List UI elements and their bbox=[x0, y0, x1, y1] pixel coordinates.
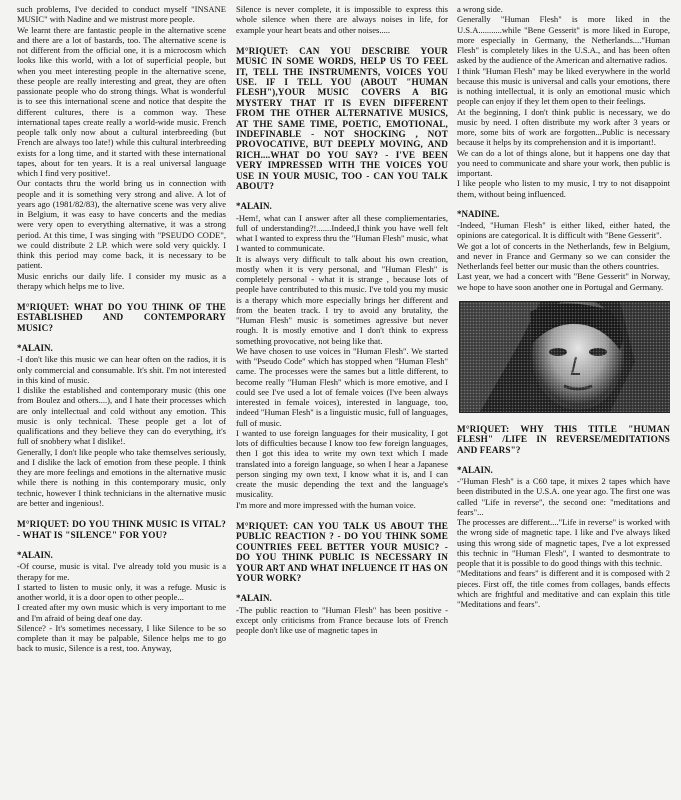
paragraph: I like people who listen to my music, I try to not disappoint them, without being influenced. bbox=[457, 178, 670, 199]
paragraph: Last year, we had a concert with "Bene Gesserit" in Norway, we hope to have soon another one in Portugal and Germany. bbox=[457, 271, 670, 292]
paragraph: -Of course, music is vital. I've already told you music is a therapy for me. bbox=[17, 561, 226, 582]
interview-question: M°RIQUET: DO YOU THINK MUSIC IS VITAL? - WHAT IS "SILENCE" FOR YOU? bbox=[17, 519, 226, 540]
paragraph: I wanted to use foreign languages for their musicality, I got lots of difficulties because I know too few foreign languages, then I got this idea to write my own text which I made translated into a foreign language, so when I hear a Japanese person singing my own text, I know what it is, and I can create the music depending the text and the language's musicality. bbox=[236, 427, 448, 500]
column-left bbox=[17, 4, 226, 800]
paragraph: At the beginning, I don't think public is necessary, we do music by need. I often distribute my work after 3 years or more, some bits of work are forgotten...Public is necessary because it helps by its comprehension and it is important!. bbox=[457, 106, 670, 148]
portrait-photo bbox=[459, 301, 670, 413]
column-right bbox=[457, 4, 670, 800]
column-middle bbox=[236, 4, 448, 800]
paragraph: It is always very difficult to talk about his own creation, mostly when it is very personal, and "Human Flesh" is completely personal - what it is strange , because lots of people have contributed to this music. I've told you my music is a therapy which more especially brings her different and from the beaten track. I try to avoid any brutality, the "Human Flesh" music is sometimes agressive but never rough. It is mostly emotive and I don't think to express something provocative, not being like that. bbox=[236, 253, 448, 346]
speaker-name: *NADINE. bbox=[457, 208, 500, 219]
paragraph: I dislike the established and contemporary music (this one from Boulez and others....), and I hate their processes which are only intellectual and cold without any emotion. This music is only technical. These people get a lot of qualifications and they believe they can do everything, it's full of snobbery what I dislike!. bbox=[17, 385, 226, 447]
speaker-name: *ALAIN. bbox=[457, 464, 493, 475]
paragraph: such problems, I've decided to conduct myself "INSANE MUSIC" with Nadine and we mistrust more people. bbox=[17, 4, 226, 25]
paragraph: -The public reaction to "Human Flesh" has been positive - except only criticisms from France because lots of French people don't like use of magnetic tapes in bbox=[236, 604, 448, 636]
paragraph: I created after my own music which is very important to me and I'm afraid of being deaf one day. bbox=[17, 602, 226, 623]
interview-question: M°RIQUET: WHY THIS TITLE "HUMAN FLESH" /LIFE IN REVERSE/MEDITATIONS AND FEARS"? bbox=[457, 423, 670, 455]
paragraph: I started to listen to music only, it was a refuge. Music is another world, it is a door open to other people... bbox=[17, 581, 226, 603]
paragraph: -Indeed, "Human Flesh" is either liked, either hated, the opinions are categorical. It is difficult with "Bene Gesserit". bbox=[457, 220, 670, 241]
paragraph: Silence? - It's sometimes necessary, I like Silence to be so complete than it may be palpable, Silence helps me to go back to music, Silence is a rest, too. Anyway, bbox=[17, 622, 226, 654]
paragraph: -"Human Flesh" is a C60 tape, it mixes 2 tapes which have been distributed in the U.S.A. one year ago. The first one was called "Life in reverse", the second one: "meditations and fears"... bbox=[457, 476, 670, 517]
paragraph: a wrong side. bbox=[457, 4, 503, 14]
paragraph: I think "Human Flesh" may be liked everywhere in the world because this music is universal and calls your emotions, there is nothing intellectual, it is only an emotional music which people can enjoy if they let them open to their feelings. bbox=[457, 65, 670, 107]
paragraph: Silence is never complete, it is impossible to express this whole silence when there are always noises in life, for example your heart beats and other noises..... bbox=[236, 4, 448, 35]
paragraph: The processes are different...."Life in reverse" is worked with the wrong side of magnetic tape. I like and I've always liked using this wrong side of magnetic tapes, I've a lot expressed this technic in "Human Flesh", I wanted to desmontrate to people that it is possible to do good things with this technic. bbox=[457, 517, 670, 569]
paragraph: Our contacts thru the world bring us in connection with people and it is something very strong and alive. A lot of years ago (1981/82/83), the alternative scene was very alive in Belgium, it was easy to have concerts and the medias were very open to everything alternative, it was a strong period. At this time, I was singing with "PSEUDO CODE", we could distribute 2 LP. which were sold very quickly. I think this period may come back, it is necessary to be patient. bbox=[17, 178, 226, 271]
paragraph: -I don't like this music we can hear often on the radios, it is only commercial and consumable. It's shit. I'm not interested in this kind of music. bbox=[17, 354, 226, 385]
paragraph: "Meditations and fears" is different and it is composed with 2 pieces. First off, the title comes from collages, bands effects which are frightful and meditative and can explain this title "Meditations and fears". bbox=[457, 568, 670, 610]
paragraph: Generally "Human Flesh" is more liked in the U.S.A...........while "Bene Gesserit" is more liked in Europe, more especially in Germany, the Netherlands...."Human Flesh" is completely likes in the U.S.A., and has been often asked by the audience of the American and alternative radios. bbox=[457, 14, 670, 66]
paragraph: Generally, I don't like people who take themselves seriously, and I dislike the lack of emotion from these people. I think they are more feelings and emotions in the alternative music while there is nothing in this contemporary music, only technic, however I think technicians in the alternative music are better and ingenious!. bbox=[17, 446, 226, 508]
speaker-name: *ALAIN. bbox=[236, 201, 272, 212]
paragraph: We got a lot of concerts in the Netherlands, few in Belgium, and never in France and Germany so we can consider the Netherlands feel better our music than the others countries. bbox=[457, 240, 670, 271]
paragraph: -Hem!, what can I answer after all these compliementaries, full of understanding?!.......Indeed,I think you have well felt what I wanted to express thru the "Human Flesh" music, what I wanted to communicate. bbox=[236, 212, 448, 254]
interview-question: M°RIQUET: CAN YOU DESCRIBE YOUR MUSIC IN SOME WORDS, HELP US TO FEEL IT, TELL THE INSTRUMENTS, VOICES YOU USE. IF I TELL YOU (ABOUT "HUMAN FLESH"),YOUR MUSIC COVERS A BIG MYSTERY THAT IT IS EVEN DIFFERENT FROM THE OTHER ALTERNATIVE MUSICS, AT THE SAME TIME, POETIC, EMOTIONAL, INDEFINABLE - NOT SHOCKING , NOT PROVOCATIVE, BUT DEEPLY MOVING, AND RICH....WHAT DO YOU SAY? - I'VE BEEN VERY IMPRESSED WITH THE VOICES YOU USE IN YOUR MUSIC, TOO - CAN YOU TALK ABOUT? bbox=[236, 45, 448, 192]
paragraph: We have chosen to use voices in "Human Flesh". We started with "Pseudo Code" which has stopped when "Human Flesh" came. The processes were the sames but a little different, to become really "Human Flesh" which is more emotive, and I could see I've used a lot of female voices (I've been always interested in female voices), interested in language, too, indeed "Human Flesh" is a linguistic music, full of languages, full of music. bbox=[236, 345, 448, 428]
interview-question: M°RIQUET: WHAT DO YOU THINK OF THE ESTABLISHED AND CONTEMPORARY MUSIC? bbox=[17, 302, 226, 333]
speaker-name: *ALAIN. bbox=[17, 550, 53, 561]
speaker-name: *ALAIN. bbox=[17, 343, 53, 354]
interview-question: M°RIQUET: CAN YOU TALK US ABOUT THE PUBLIC REACTION ? - DO YOU THINK SOME COUNTRIES FEEL BETTER YOUR MUSIC? - DO YOU THINK PUBLIC IS NECESSARY IN YOUR ART AND WHAT INFLUENCE IT HAS ON YOUR WORK? bbox=[236, 520, 448, 583]
paragraph: Music enrichs our daily life. I consider my music as a therapy which helps me to live. bbox=[17, 270, 226, 291]
paragraph: We learnt there are fantastic people in the alternative scene and there are a lot of bastards, too. The alternative scene is not different from the official one, it is a microcosm which looks like this world, with a lot of superficial people, but when you meet interesting people in the alternative scene, these people are really interesting and great, they are often passionate people who do strong things. What is wonderful is to see this international scene and notice that despite the different cultures, there is a common way. These international tapes create really a world-wide music. French people talk only now about a cultural interbreeding (but French are always too late!) while this cultural interbreeding exists for a long time, and it started with these international tapes, about for ten years. It is a real universal language which I find very positive!. bbox=[17, 24, 226, 178]
speaker-name: *ALAIN. bbox=[236, 593, 272, 604]
paragraph: We can do a lot of things alone, but it happens one day that you need to communicate and share your work, then public is important. bbox=[457, 147, 670, 178]
paragraph: I'm more and more impressed with the human voice. bbox=[236, 499, 416, 510]
